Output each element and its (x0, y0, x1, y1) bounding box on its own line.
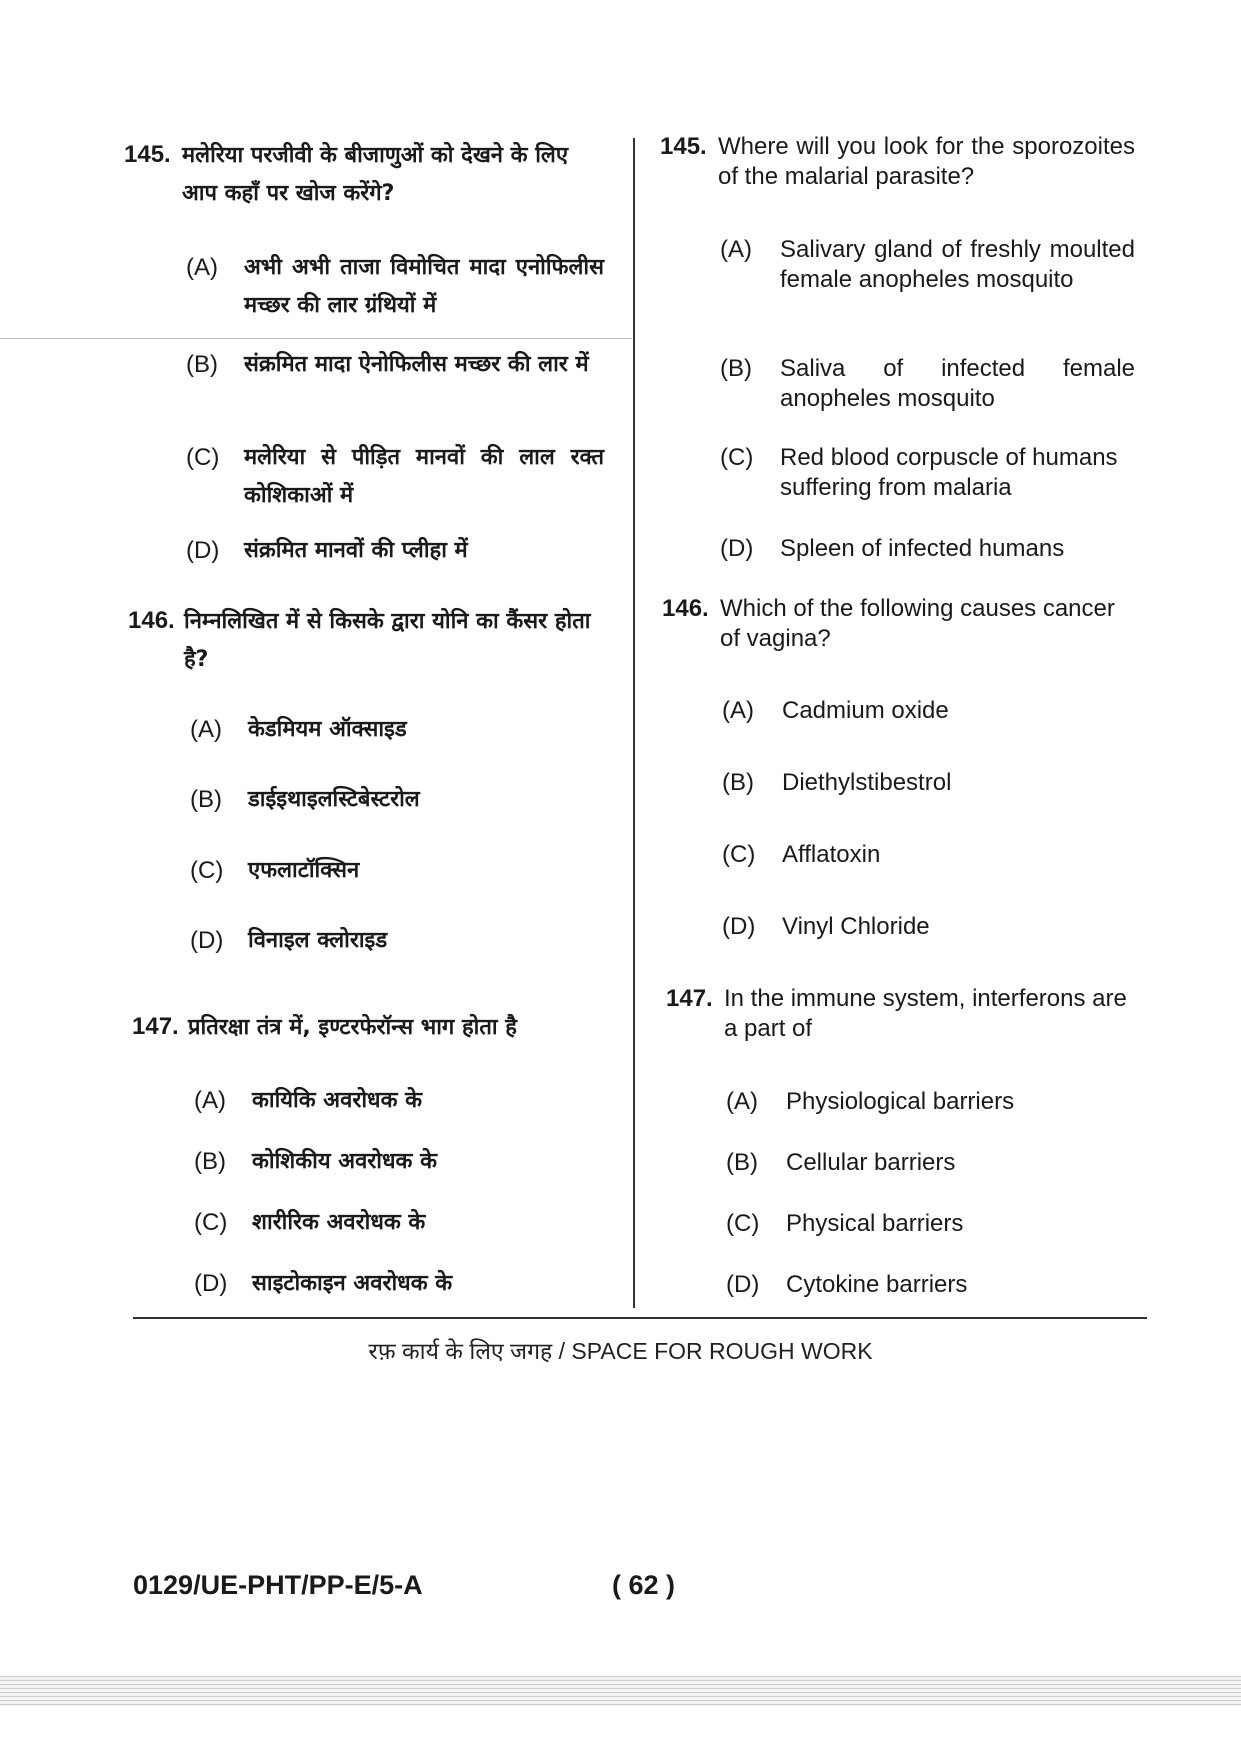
option-text: Cytokine barriers (786, 1271, 968, 1298)
question-number: 145. (124, 141, 171, 168)
option-label: (B) (190, 786, 222, 813)
question-146-english (662, 594, 1140, 664)
option-label: (D) (186, 537, 220, 564)
option-text: Cadmium oxide (782, 697, 949, 724)
option-label: (C) (722, 841, 756, 868)
option-text: Physical barriers (786, 1210, 964, 1237)
option-text: साइटोकाइन अवरोधक के (252, 1271, 453, 1296)
option-label: (B) (726, 1149, 758, 1176)
option-text: मलेरिया से पीड़ित मानवों की लाल रक्त कोशिकाओं में (244, 445, 604, 508)
question-number: 147. (666, 985, 713, 1012)
option-label: (B) (194, 1148, 226, 1175)
question-text: Where will you look for the sporozoites of the malarial parasite? (718, 133, 1135, 190)
option-text: कोशिकीय अवरोधक के (252, 1149, 437, 1174)
question-147-english (666, 984, 1144, 1054)
option-label: (B) (186, 351, 218, 378)
question-text: In the immune system, interferons are a part of (724, 985, 1127, 1042)
option-text: कायिकि अवरोधक के (252, 1088, 423, 1113)
column-divider (633, 138, 635, 1308)
paper-code: 0129/UE-PHT/PP-E/5-A (133, 1570, 423, 1600)
rough-work-divider (133, 1317, 1147, 1319)
option-text: अभी अभी ताजा विमोचित मादा एनोफिलीस मच्छर की लार ग्रंथियों में (244, 255, 604, 318)
question-text: प्रतिरक्षा तंत्र में, इण्टरफेरॉन्स भाग होता है (188, 1015, 517, 1040)
question-text: निम्नलिखित में से किसके द्वारा योनि का कैंसर होता है? (184, 609, 591, 672)
option-text: विनाइल क्लोराइड (248, 928, 388, 953)
option-label: (A) (726, 1088, 758, 1115)
option-label: (C) (720, 444, 754, 471)
scan-edge-band (0, 1676, 1241, 1706)
option-text: Saliva of infected female anopheles mosquito (780, 355, 1135, 412)
option-text: Spleen of infected humans (780, 535, 1065, 562)
rough-work-label: रफ़ कार्य के लिए जगह / SPACE FOR ROUGH WORK (368, 1338, 873, 1364)
option-text: Cellular barriers (786, 1149, 956, 1176)
option-label: (A) (194, 1087, 226, 1114)
option-label: (D) (720, 535, 754, 562)
option-text: Afflatoxin (782, 841, 881, 868)
question-text: Which of the following causes cancer of vagina? (720, 595, 1115, 652)
option-label: (D) (190, 927, 224, 954)
scan-line (0, 338, 632, 339)
option-label: (A) (722, 697, 754, 724)
question-number: 145. (660, 133, 707, 160)
question-number: 146. (662, 595, 709, 622)
option-text: शारीरिक अवरोधक के (252, 1210, 426, 1235)
option-label: (A) (190, 716, 222, 743)
page-number: ( 62 ) (612, 1570, 676, 1600)
question-145-hindi (124, 140, 604, 220)
question-text: मलेरिया परजीवी के बीजाणुओं को देखने के लिए आप कहाँ पर खोज करेंगे? (182, 143, 569, 206)
option-label: (C) (726, 1210, 760, 1237)
question-145-english (660, 132, 1135, 202)
option-text: Physiological barriers (786, 1088, 1015, 1115)
question-147-hindi (132, 1012, 612, 1052)
question-number: 147. (132, 1013, 179, 1040)
option-text: Salivary gland of freshly moulted female anopheles mosquito (780, 236, 1135, 293)
option-text: डाईइथाइलस्टिबेस्टरोल (248, 787, 420, 812)
option-label: (A) (720, 236, 752, 263)
option-label: (A) (186, 254, 218, 281)
option-text: संक्रमित मादा ऐनोफिलीस मच्छर की लार में (244, 352, 589, 377)
option-text: Vinyl Chloride (782, 913, 930, 940)
question-number: 146. (128, 607, 175, 634)
option-label: (C) (190, 857, 224, 884)
option-text: केडमियम ऑक्साइड (248, 717, 407, 742)
option-text: संक्रमित मानवों की प्लीहा में (244, 538, 468, 563)
option-text: एफलाटॉक्सिन (248, 858, 360, 883)
option-text: Diethylstibestrol (782, 769, 952, 796)
option-label: (D) (726, 1271, 760, 1298)
option-label: (C) (186, 444, 220, 471)
option-label: (D) (722, 913, 756, 940)
option-label: (B) (722, 769, 754, 796)
option-text: Red blood corpuscle of humans suffering from malaria (780, 444, 1118, 501)
option-label: (D) (194, 1270, 228, 1297)
option-label: (C) (194, 1209, 228, 1236)
option-label: (B) (720, 355, 752, 382)
question-146-hindi (128, 606, 608, 686)
